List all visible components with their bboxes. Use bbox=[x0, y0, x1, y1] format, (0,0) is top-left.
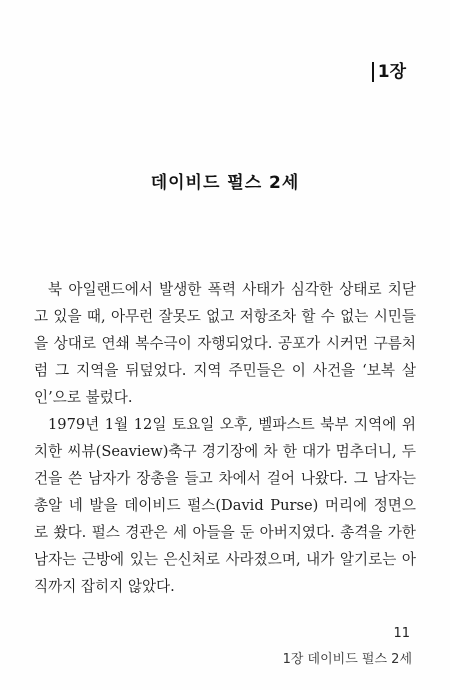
chapter-title: 데이비드 펄스 2세 bbox=[150, 173, 300, 193]
paragraph-1: 북 아일랜드에서 발생한 폭력 사태가 심각한 상태로 치닫고 있을 때, 아무런 잘못도 없고 저항조차 할 수 없는 시민들을 상대로 연쇄 복수극이 자행되었다. 공포가 시커먼 구름처럼 그 지역을 뒤덮었다. 지역 주민들은 이 사건을 ‘보복 살인’으로 불렀다. bbox=[34, 281, 416, 406]
running-footer-title: 1장 데이비드 펄스 2세 bbox=[282, 652, 412, 667]
body-text bbox=[34, 276, 416, 600]
chapter-label: 1장 bbox=[372, 62, 406, 82]
page-number: 11 bbox=[393, 626, 410, 641]
paragraph-2: 1979년 1월 12일 토요일 오후, 벨파스트 북부 지역에 위치한 씨뷰(Seaview)축구 경기장에 차 한 대가 멈추더니, 두건을 쓴 남자가 장총을 들고 차에서 걸어 나왔다. 그 남자는 총알 네 발을 데이비드 펄스(David Purse) 머리에 정면으로 쐈다. 펄스 경관은 세 아들을 둔 아버지였다. 총격을 가한 남자는 근방에 있는 은신처로 사라졌으며, 내가 알기로는 아직까지 잡히지 않았다. bbox=[34, 416, 416, 595]
